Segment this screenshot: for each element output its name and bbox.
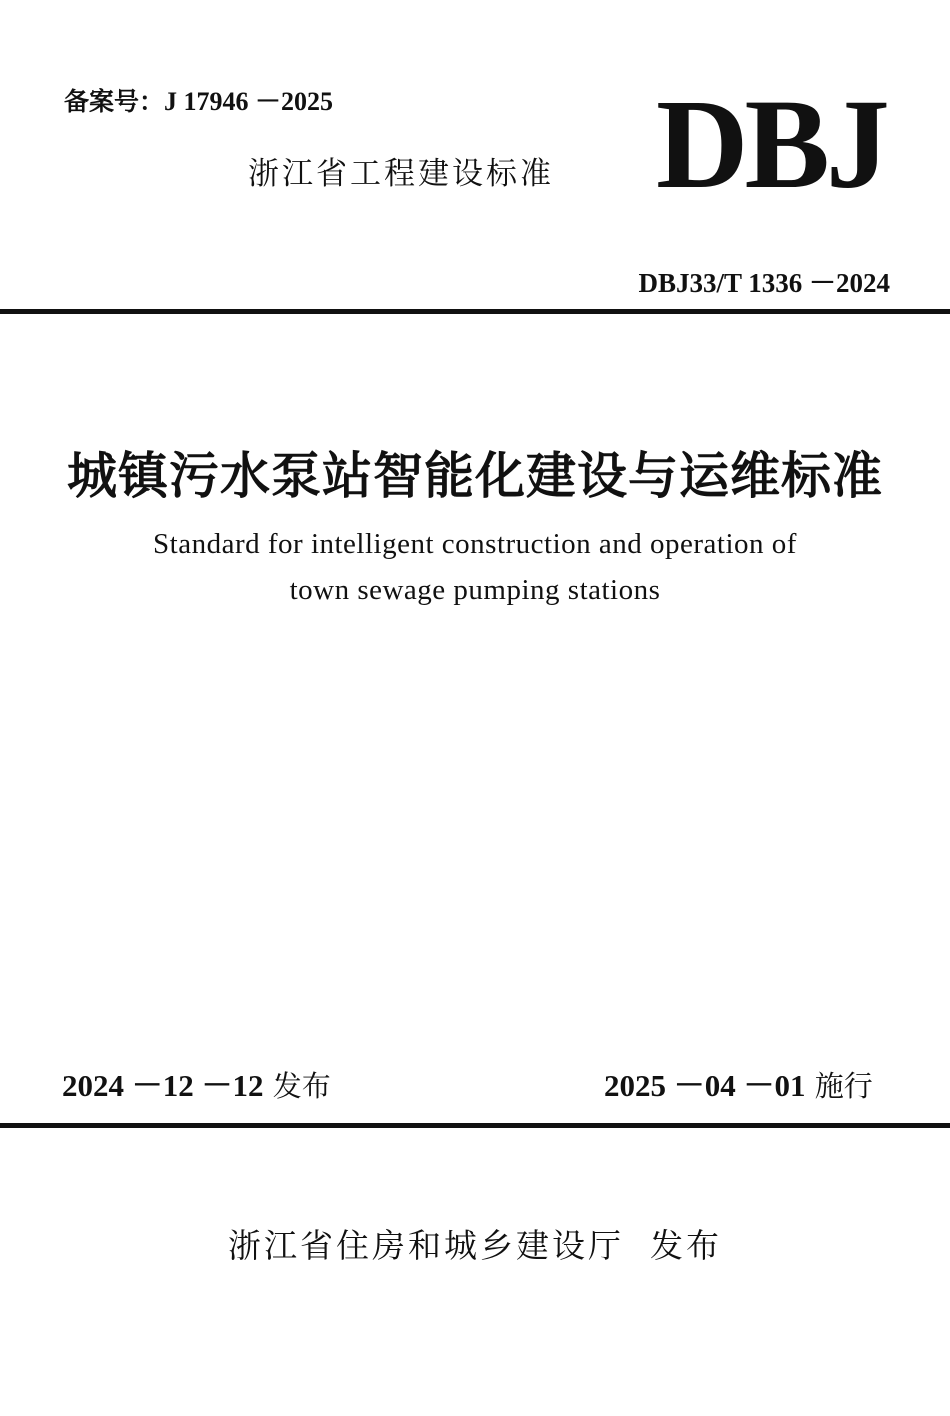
publisher-name: 浙江省住房和城乡建设厅	[228, 1226, 624, 1265]
issue-date	[62, 1066, 331, 1106]
issue-date-value: 2024 －12 －12	[62, 1068, 264, 1103]
title-english-line1: Standard for intelligent construction and operation of	[153, 528, 797, 560]
issue-label: 发布	[272, 1069, 331, 1103]
publisher	[0, 1224, 950, 1268]
effective-date	[604, 1066, 873, 1106]
effective-date-value: 2025 －04 －01	[604, 1068, 806, 1103]
filing-label: 备案号：	[64, 87, 165, 116]
filing-number	[64, 86, 333, 118]
effective-label: 施行	[814, 1069, 873, 1103]
title-chinese: 城镇污水泵站智能化建设与运维标准	[67, 446, 883, 505]
standard-category: 浙江省工程建设标准	[248, 156, 554, 192]
top-divider	[0, 309, 950, 314]
dbj-logo: DBJ	[656, 73, 886, 215]
title-english-line2: town sewage pumping stations	[289, 574, 661, 606]
publisher-action: 发布	[650, 1226, 722, 1265]
standard-number: DBJ33/T 1336 －2024	[638, 268, 890, 298]
bottom-divider	[0, 1123, 950, 1128]
filing-number-value: J 17946 －2025	[164, 87, 334, 116]
